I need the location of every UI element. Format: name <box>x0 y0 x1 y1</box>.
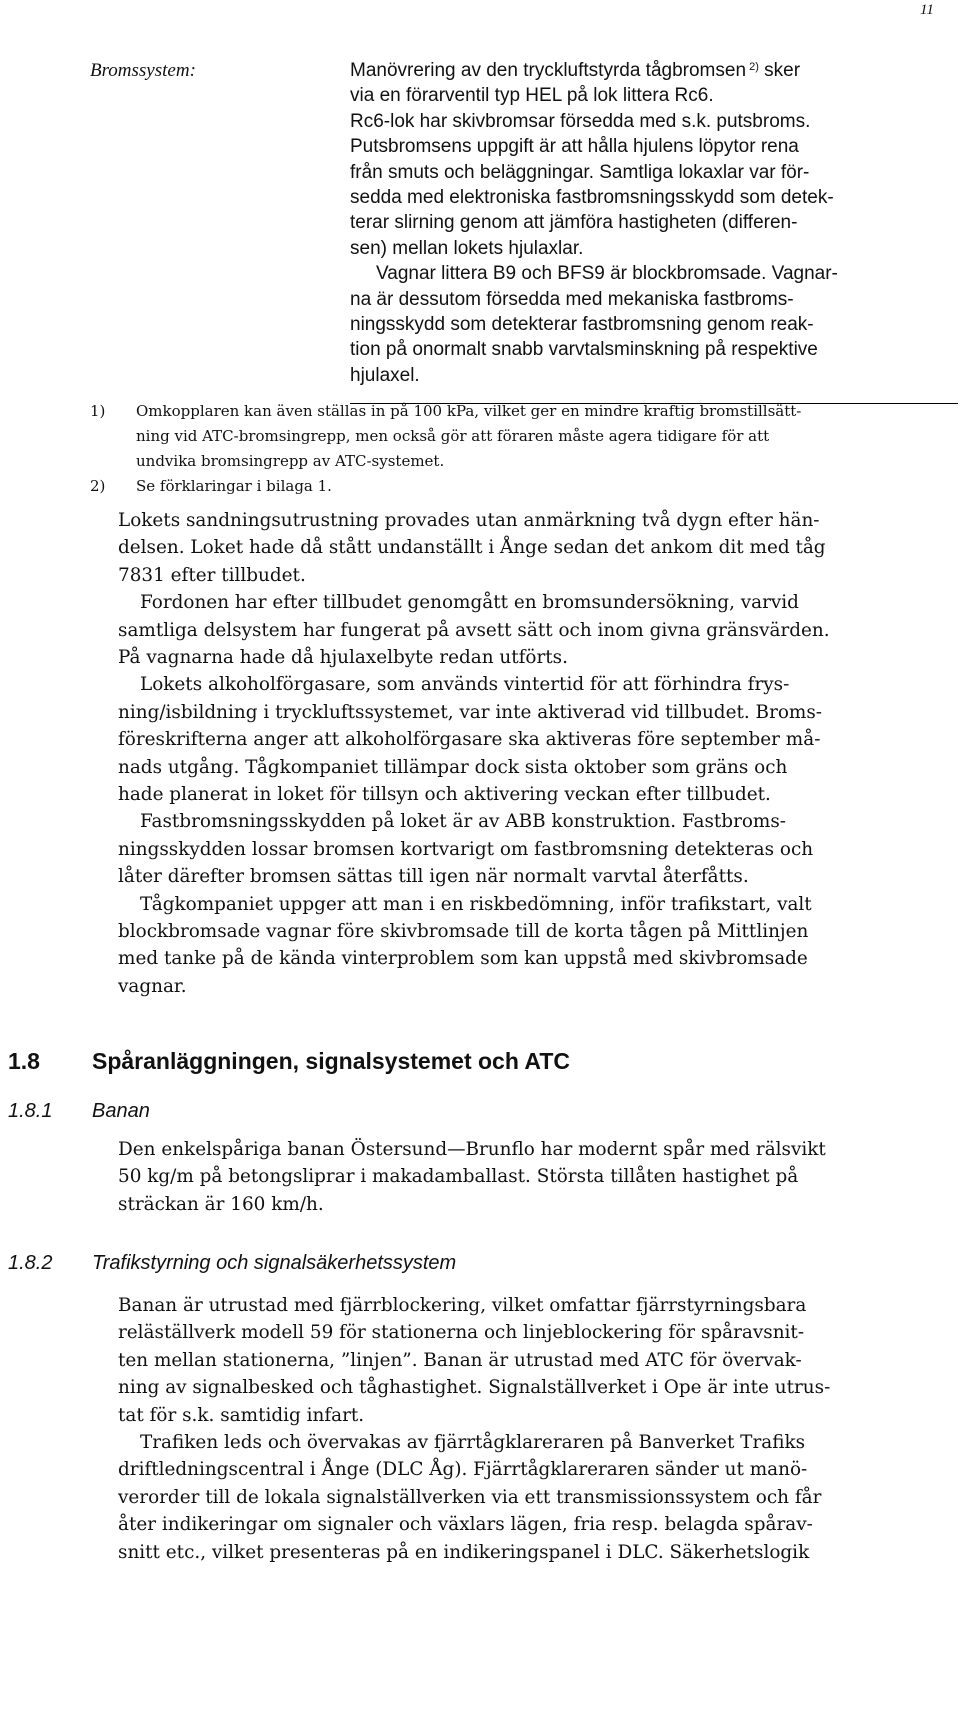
footnote-text: Se förklaringar i bilaga 1. <box>136 477 332 495</box>
text-run: terar slirning genom att jämföra hastigheten (differen- <box>350 212 798 234</box>
text-line: 50 kg/m på betongsliprar i makadamballast. Största tillåten hastighet på <box>118 1166 799 1188</box>
text-run: Manövrering av den tryckluftstyrda tågbromsen <box>350 60 747 81</box>
text-line: låter därefter bromsen sättas till igen när normalt varvtal återfåtts. <box>118 866 749 888</box>
footnote-text: Omkopplaren kan även ställas in på 100 kPa, vilket ger en mindre kraftig bromstillsätt- <box>136 402 802 420</box>
text-line <box>350 212 797 234</box>
text-line: snitt etc., vilket presenteras på en indikeringspanel i DLC. Säkerhetslogik <box>118 1541 810 1563</box>
footnote-mark: 2) <box>90 477 106 495</box>
text-run: sedda med elektroniska fastbromsningsskydd som detek- <box>350 187 834 208</box>
text-line: 7831 efter tillbudet. <box>118 564 306 586</box>
text-line <box>350 238 583 260</box>
text-run: Vagnar littera B9 och BFS9 är blockbromsade. Vagnar- <box>376 263 838 285</box>
text-line: tat för s.k. samtidig infart. <box>118 1404 365 1426</box>
text-line: Den enkelspåriga banan Östersund—Brunflo har modernt spår med rälsvikt <box>118 1139 826 1160</box>
text-line: Fordonen har efter tillbudet genomgått en bromsundersökning, varvid <box>140 592 799 614</box>
text-line: Lokets alkoholförgasare, som används vintertid för att förhindra frys- <box>140 674 790 696</box>
text-line <box>350 339 818 361</box>
text-line <box>350 314 814 336</box>
text-line: åter indikeringar om signaler och växlars lägen, fria resp. belagda spårav- <box>118 1514 813 1536</box>
text-line <box>350 289 794 311</box>
text-line: driftledningscentral i Ånge (DLC Åg). Fjärrtågklareraren sänder ut manö- <box>118 1459 808 1481</box>
subsection-title: Banan <box>92 1100 150 1122</box>
text-line <box>350 60 800 82</box>
text-line: delsen. Loket hade då stått undanställt i Ånge sedan det ankom dit med tåg <box>118 537 826 559</box>
text-run: sen) mellan lokets hjulaxlar. <box>350 237 584 259</box>
text-line: ningsskydden lossar bromsen kortvarigt om fastbromsning detekteras och <box>118 838 814 860</box>
text-line: blockbromsade vagnar före skivbromsade till de korta tågen på Mittlinjen <box>118 921 809 942</box>
text-line: ten mellan stationerna, ”linjen”. Banan är utrustad med ATC för övervak- <box>118 1349 802 1371</box>
subsection-title: Trafikstyrning och signalsäkerhetssystem <box>92 1252 457 1274</box>
text-line: föreskrifterna anger att alkoholförgasare ska aktiveras före september må- <box>118 729 821 751</box>
text-line: med tanke på de kända vinterproblem som kan uppstå med skivbromsade <box>118 948 808 970</box>
text-line: verorder till de lokala signalställverken via ett transmissionssystem och får <box>118 1486 822 1508</box>
section-number: 1.8 <box>8 1048 40 1074</box>
text-line <box>350 263 838 285</box>
footnote-text: undvika bromsingrepp av ATC-systemet. <box>136 452 445 470</box>
brake-system-label: Bromssystem: <box>90 60 196 81</box>
text-run: via en förarventil typ HEL på lok littera Rc6. <box>350 85 714 107</box>
text-line: nads utgång. Tågkompaniet tillämpar dock sista oktober som gräns och <box>118 756 788 778</box>
text-line: hade planerat in loket för tillsyn och aktivering veckan efter tillbudet. <box>118 784 771 805</box>
text-line: reläställverk modell 59 för stationerna och linjeblockering för spåravsnit- <box>118 1322 805 1344</box>
footnote-mark: 1) <box>90 402 106 420</box>
text-line: vagnar. <box>118 975 187 997</box>
footnote-ref: 2) <box>746 61 759 73</box>
text-line <box>350 111 810 133</box>
text-run: tion på onormalt snabb varvtalsminskning på respektive <box>350 339 818 361</box>
text-line: samtliga delsystem har fungerat på avsett sätt och inom givna gränsvärden. <box>118 619 830 641</box>
text-line <box>350 162 809 184</box>
text-run: sker <box>758 60 801 81</box>
text-run: na är dessutom försedda med mekaniska fastbroms- <box>350 288 794 310</box>
text-line: sträckan är 160 km/h. <box>118 1193 324 1215</box>
text-line: På vagnarna hade då hjulaxelbyte redan utförts. <box>118 647 568 668</box>
text-run: Rc6-lok har skivbromsar försedda med s.k. putsbroms. <box>350 110 811 132</box>
subsection-number: 1.8.1 <box>8 1100 53 1122</box>
text-line: Tågkompaniet uppger att man i en riskbedömning, inför trafikstart, valt <box>140 893 812 915</box>
text-run: ningsskydd som detekterar fastbromsning genom reak- <box>350 314 814 335</box>
page-number: 11 <box>920 2 934 18</box>
text-line: ning av signalbesked och tåghastighet. Signalställverket i Ope är inte utrus- <box>118 1377 831 1399</box>
text-line <box>350 136 799 158</box>
text-line: Fastbromsningsskydden på loket är av ABB konstruktion. Fastbroms- <box>140 811 787 833</box>
text-run: från smuts och beläggningar. Samtliga lokaxlar var för- <box>350 161 810 183</box>
text-line: Lokets sandningsutrustning provades utan anmärkning två dygn efter hän- <box>118 510 820 531</box>
subsection-number: 1.8.2 <box>8 1252 53 1274</box>
text-run: hjulaxel. <box>350 364 420 386</box>
text-line <box>350 187 834 209</box>
footnote-text: ning vid ATC-bromsingrepp, men också gör att föraren måste agera tidigare för att <box>136 427 770 445</box>
text-line: Banan är utrustad med fjärrblockering, vilket omfattar fjärrstyrningsbara <box>118 1295 807 1316</box>
text-line: ning/isbildning i tryckluftssystemet, var inte aktiverad vid tillbudet. Broms- <box>118 701 823 723</box>
section-title: Spåranläggningen, signalsystemet och ATC <box>92 1048 570 1074</box>
text-line: Trafiken leds och övervakas av fjärrtågklareraren på Banverket Trafiks <box>140 1432 806 1453</box>
text-line <box>350 365 420 387</box>
text-line <box>350 85 714 107</box>
text-run: Putsbromsens uppgift är att hålla hjulens löpytor rena <box>350 136 799 158</box>
